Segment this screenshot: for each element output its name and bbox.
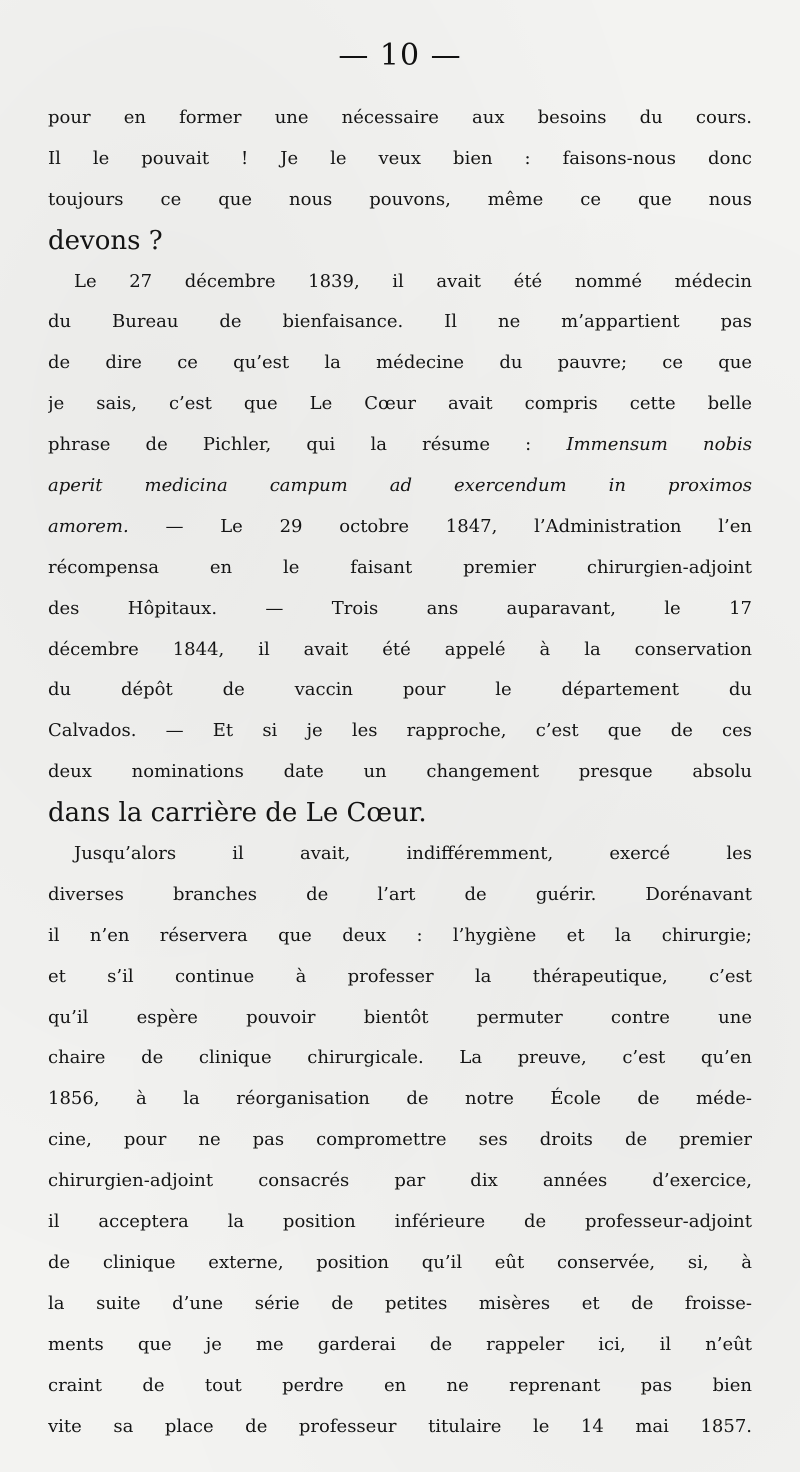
text-line — [48, 466, 752, 507]
text-line — [48, 916, 752, 957]
text-segment: craint de tout perdre en ne reprenant pas bien — [48, 1374, 752, 1396]
text-segment: cine, pour ne pas compromettre ses droits de premier — [48, 1129, 752, 1151]
text-line — [48, 425, 752, 466]
text-line — [48, 548, 752, 589]
text-segment: du Bureau de bienfaisance. Il ne m’appartient pas — [48, 311, 752, 333]
text-segment: phrase de Pichler, qui la résume : — [48, 434, 567, 456]
text-line — [48, 875, 752, 916]
body-text — [48, 98, 752, 1447]
text-line — [48, 589, 752, 630]
text-segment: devons ? — [48, 225, 163, 256]
text-line — [48, 1243, 752, 1284]
page-number: — 10 — — [338, 38, 462, 73]
text-line — [48, 221, 752, 262]
text-line — [48, 1079, 752, 1120]
text-line — [48, 957, 752, 998]
text-line — [48, 1038, 752, 1079]
text-segment: Calvados. — Et si je les rapproche, c’est que de ces — [48, 720, 752, 742]
text-segment: de clinique externe, position qu’il eût conservée, si, à — [48, 1251, 752, 1273]
text-segment: récompensa en le faisant premier chirurgien-adjoint — [48, 556, 752, 578]
text-line — [48, 507, 752, 548]
text-line — [48, 180, 752, 221]
text-line — [48, 302, 752, 343]
text-line — [48, 343, 752, 384]
text-line — [48, 670, 752, 711]
text-line — [48, 1120, 752, 1161]
text-segment: qu’il espère pouvoir bientôt permuter contre une — [48, 1006, 752, 1028]
text-segment: toujours ce que nous pouvons, même ce que nous — [48, 188, 752, 210]
text-segment: décembre 1844, il avait été appelé à la conservation — [48, 638, 752, 660]
text-segment: 1856, à la réorganisation de notre École de méde- — [48, 1088, 752, 1110]
text-segment: du dépôt de vaccin pour le département du — [48, 679, 752, 701]
text-segment: diverses branches de l’art de guérir. Dorénavant — [48, 883, 752, 905]
italic-text-segment: Immensum nobis — [566, 434, 752, 456]
text-segment: ments que je me garderai de rappeler ici, il n’eût — [48, 1333, 752, 1355]
text-line — [48, 1202, 752, 1243]
text-line — [48, 1161, 752, 1202]
text-line — [48, 384, 752, 425]
text-line — [48, 834, 752, 875]
text-segment: Il le pouvait ! Je le veux bien : faisons-nous donc — [48, 147, 752, 169]
text-segment: il n’en réservera que deux : l’hygiène et la chirurgie; — [48, 924, 752, 946]
text-line — [48, 1325, 752, 1366]
text-segment: je sais, c’est que Le Cœur avait compris cette belle — [48, 393, 752, 415]
text-segment: pour en former une nécessaire aux besoins du cours. — [48, 107, 752, 128]
text-segment: chaire de clinique chirurgicale. La preuve, c’est qu’en — [48, 1047, 752, 1069]
text-line — [48, 262, 752, 303]
text-line — [48, 1407, 752, 1448]
text-line — [48, 998, 752, 1039]
italic-text-segment: aperit medicina campum ad exercendum in proximos — [48, 475, 752, 497]
text-line — [48, 139, 752, 180]
text-segment: et s’il continue à professer la thérapeutique, c’est — [48, 965, 752, 987]
text-line — [48, 1284, 752, 1325]
text-segment: vite sa place de professeur titulaire le 14 mai 1857. — [48, 1415, 752, 1437]
text-line — [48, 630, 752, 671]
text-line — [48, 98, 752, 139]
text-segment: Jusqu’alors il avait, indifféremment, exercé les — [74, 843, 752, 865]
text-segment: de dire ce qu’est la médecine du pauvre; ce que — [48, 352, 752, 374]
text-segment: Le 27 décembre 1839, il avait été nommé médecin — [74, 270, 752, 292]
text-segment: chirurgien-adjoint consacrés par dix années d’exercice, — [48, 1170, 752, 1192]
text-segment: — Le 29 octobre 1847, l’Administration l’en — [128, 515, 752, 537]
text-line — [48, 793, 752, 834]
text-segment: dans la carrière de Le Cœur. — [48, 798, 427, 829]
text-segment: des Hôpitaux. — Trois ans auparavant, le 17 — [48, 597, 752, 619]
text-segment: il acceptera la position inférieure de professeur-adjoint — [48, 1211, 752, 1233]
italic-text-segment: amorem. — [48, 515, 129, 537]
text-line — [48, 1366, 752, 1407]
text-segment: deux nominations date un changement presque absolu — [48, 761, 752, 783]
text-line — [48, 711, 752, 752]
text-line — [48, 752, 752, 793]
text-segment: la suite d’une série de petites misères et de froisse- — [48, 1292, 752, 1314]
